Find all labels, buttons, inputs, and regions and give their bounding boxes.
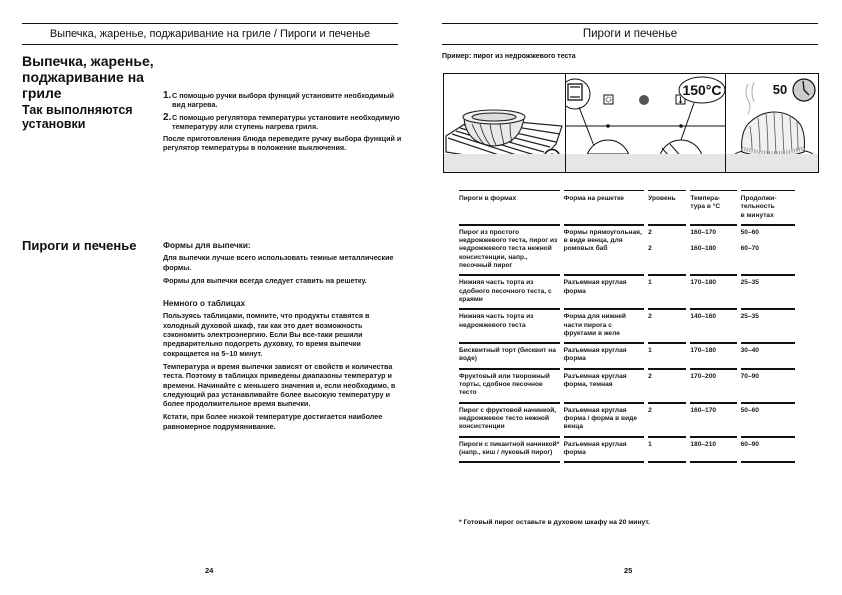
step-number: 2. <box>163 111 172 123</box>
subtitle-line: Так выполняются <box>22 103 133 117</box>
cell-form: Форма для нижней части пирога с фруктами в желе <box>564 308 645 342</box>
cell-duration: 50–60 <box>741 402 795 436</box>
cell-temperature: 140–160 <box>690 308 736 342</box>
settings-instructions <box>163 91 403 157</box>
step-text: С помощью ручки выбора функций установите необходимый вид нагрева. <box>172 91 395 110</box>
temperature-value: 150°C <box>682 82 722 98</box>
cell-dish: Фруктовый или творожный торты, сдобное песочное тесто <box>459 368 560 402</box>
cell-form: Разъемная круглая форма <box>564 274 645 308</box>
forms-heading: Формы для выпечки: <box>163 241 251 250</box>
time-value: 50 <box>772 82 788 97</box>
tables-paragraph: Температура и время выпечки зависят от свойств и количества теста. Поэтому в таблицах приведены диапазоны температур и времени. Начинайте с меньшего значения и, если необходимо, в следующий раз устанавливайте более высокую температуру и более продолжительное время выпечки. <box>163 361 396 409</box>
cell-temperature: 180–210 <box>690 436 736 464</box>
tables-paragraph: Кстати, при более низкой температуре достигается наиболее равномерное подрумянивание. <box>163 412 383 431</box>
cell-form: Разъемная круглая форма <box>564 436 645 464</box>
table-row <box>459 274 795 308</box>
cell-duration: 60–90 <box>741 436 795 464</box>
cell-duration: 25–35 <box>741 274 795 308</box>
title-line: поджаривание на <box>22 69 144 85</box>
cell-dish: Пироги с пикантной начинкой* (напр., киш / луковый пирог) <box>459 436 560 464</box>
baking-table <box>459 190 799 463</box>
header-form: Форма на решетке <box>564 190 645 224</box>
header-dish: Пироги в формах <box>459 190 560 224</box>
floor-shading <box>566 154 725 172</box>
table-row <box>459 308 795 342</box>
rack-panel <box>444 74 566 172</box>
right-page <box>421 0 842 595</box>
title-line: гриле <box>22 85 62 101</box>
baking-table-grid <box>455 190 799 463</box>
running-header-text: Пироги и печенье <box>582 28 678 40</box>
forms-paragraph: Формы для выпечки всегда следует ставить на решетку. <box>163 275 367 285</box>
oven-settings-illustration <box>443 73 819 173</box>
table-row <box>459 224 795 274</box>
cell-form: Разъемная круглая форма, темная <box>564 368 645 402</box>
cell-temperature: 160–170 <box>690 402 736 436</box>
table-row <box>459 436 795 464</box>
step-1 <box>163 91 403 110</box>
running-header-text: Выпечка, жаренье, поджаривание на гриле / Пироги и печенье <box>49 28 371 40</box>
running-header-left <box>22 23 398 45</box>
page-number: 24 <box>205 566 214 575</box>
running-header-right <box>442 23 818 45</box>
fan-icon <box>604 95 613 104</box>
subtitle-line: установки <box>22 117 86 131</box>
cell-temperature: 160–170 160–180 <box>690 224 736 274</box>
indicator-light <box>639 95 649 105</box>
cell-level: 2 <box>648 368 686 402</box>
cell-dish: Пирог из простого недрожжевого теста, пирог из недрожжевого теста нежной консистенции, напр., песочный пирог <box>459 224 560 274</box>
cell-dish: Пирог с фруктовой начинкой, недрожжевое тесто нежной консистенции <box>459 402 560 436</box>
cell-level: 2 <box>648 402 686 436</box>
cell-form: Разъемная круглая форма / форма в виде венца <box>564 402 645 436</box>
after-cooking-note: После приготовления блюда переведите ручку выбора функций и регулятор температуры в положение выключения. <box>163 134 402 153</box>
header-level: Уровень <box>648 190 686 224</box>
cell-duration: 70–90 <box>741 368 795 402</box>
result-panel <box>726 74 818 172</box>
cell-temperature: 170–180 <box>690 342 736 368</box>
cell-duration: 25–35 <box>741 308 795 342</box>
cell-level: 1 <box>648 274 686 308</box>
tables-heading: Немного о таблицах <box>163 299 246 309</box>
cell-dish: Нижняя часть торта из сдобного песочного теста, с краями <box>459 274 560 308</box>
cell-dish: Нижняя часть торта из недрожжевого теста <box>459 308 560 342</box>
cell-level: 1 <box>648 342 686 368</box>
step-2 <box>163 113 403 132</box>
table-header-row <box>459 190 795 224</box>
header-duration: Продолжи- тельность в минутах <box>741 190 795 224</box>
title-line: Выпечка, жаренье, <box>22 53 154 69</box>
section-subtitle-settings <box>22 103 133 131</box>
cell-dish: Бисквитный торт (бисквит на воде) <box>459 342 560 368</box>
tables-paragraph: Пользуясь таблицами, помните, что продукты ставятся в холодный духовой шкаф, так как это дает возможность сэкономить электроэнергию. Если Вы все-таки решили предварительно подогреть духовку, то время выпечки сокращается на 5–10 минут. <box>163 311 370 358</box>
pies-text <box>163 241 403 435</box>
floor-shading <box>726 154 818 172</box>
example-caption: Пример: пирог из недрожжевого теста <box>442 53 576 60</box>
table-footnote: * Готовый пирог оставьте в духовом шкафу на 20 минут. <box>459 519 651 526</box>
section-title-baking <box>22 53 154 101</box>
page-number: 25 <box>624 566 633 575</box>
step-text: С помощью регулятора температуры установите необходимую температуру или ступень нагрева гриля. <box>172 112 400 131</box>
cell-duration: 50–60 60–70 <box>741 224 795 274</box>
cell-level: 2 2 <box>648 224 686 274</box>
cell-form: Формы прямоугольная, в виде венца, для ромовых баб <box>564 224 645 274</box>
cell-level: 1 <box>648 436 686 464</box>
cell-form: Разъемная круглая форма <box>564 342 645 368</box>
forms-paragraph: Для выпечки лучше всего использовать темные металлические формы. <box>163 253 394 272</box>
cell-temperature: 170–180 <box>690 274 736 308</box>
table-row <box>459 342 795 368</box>
cell-duration: 30–40 <box>741 342 795 368</box>
header-temperature: Темпера- тура в °C <box>690 190 736 224</box>
floor-shading <box>444 154 565 172</box>
section-title-pies: Пироги и печенье <box>22 238 137 253</box>
cell-temperature: 170–200 <box>690 368 736 402</box>
step-number: 1. <box>163 90 172 101</box>
control-panel <box>566 74 726 172</box>
table-row <box>459 368 795 402</box>
cell-level: 2 <box>648 308 686 342</box>
table-row <box>459 402 795 436</box>
